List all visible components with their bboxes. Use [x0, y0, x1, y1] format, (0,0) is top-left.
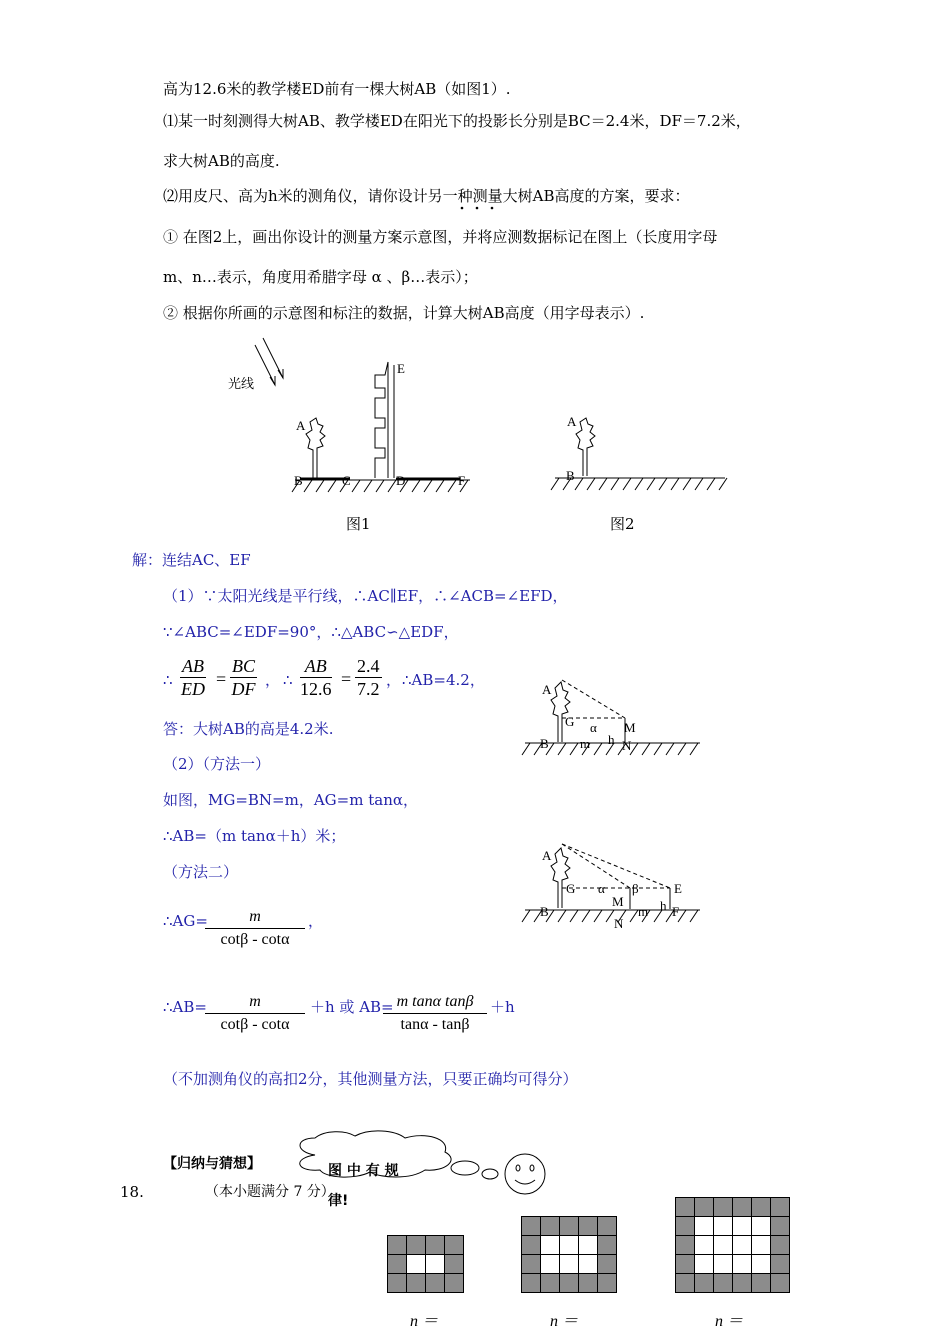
- part-2-heading: （2）（方法一）: [163, 755, 271, 773]
- border-tile: [579, 1274, 598, 1293]
- therefore-1: ∴: [163, 671, 173, 689]
- fraction-bc-df: $\frac{BC}{DF}$: [231, 656, 256, 699]
- fig4-M: M: [612, 894, 624, 909]
- fig4-B: B: [540, 904, 549, 919]
- tile-grid-2: [521, 1216, 619, 1290]
- border-tile: [598, 1255, 617, 1274]
- fig2-label-A: A: [567, 414, 577, 429]
- inner-tile: [695, 1255, 714, 1274]
- inner-tile: [541, 1255, 560, 1274]
- inner-tile: [714, 1217, 733, 1236]
- inner-tile: [695, 1217, 714, 1236]
- caption-fig2: 图2: [610, 515, 635, 533]
- border-tile: [579, 1217, 598, 1236]
- solution-intro: 解：连结AC、EF: [132, 551, 251, 569]
- border-tile: [695, 1274, 714, 1293]
- tile-grid-1: [387, 1235, 467, 1291]
- figure-1: [220, 330, 480, 510]
- border-tile: [714, 1198, 733, 1217]
- border-tile: [407, 1236, 426, 1255]
- problem-line-7: ② 根据你所画的示意图和标注的数据，计算大树AB高度（用字母表示）.: [163, 304, 645, 322]
- inner-tile: [541, 1236, 560, 1255]
- section-title: 【归纳与猜想】: [163, 1156, 261, 1172]
- ab-suffix: ＋h: [490, 998, 515, 1016]
- figure-3: [520, 670, 710, 760]
- inner-tile: [714, 1255, 733, 1274]
- border-tile: [388, 1236, 407, 1255]
- fraction-ab-2: $\frac{\text{m tanα tanβ}}{\tan\alpha - \tan\beta}$: [383, 991, 487, 1036]
- border-tile: [676, 1217, 695, 1236]
- border-tile: [426, 1274, 445, 1293]
- emphasis-dots: [458, 205, 498, 211]
- inner-tile: [695, 1236, 714, 1255]
- border-tile: [445, 1274, 464, 1293]
- fraction-ag: $\frac{m}{\cot\beta - \cot\alpha}$: [205, 906, 305, 951]
- border-tile: [388, 1255, 407, 1274]
- inner-tile: [752, 1217, 771, 1236]
- fig4-A: A: [542, 848, 552, 863]
- comma-2: ，: [386, 671, 402, 689]
- fig4-N: N: [614, 916, 624, 931]
- comma-1: ，: [265, 671, 281, 689]
- fig4-alpha: α: [598, 881, 605, 896]
- problem-line-5: ① 在图2上，画出你设计的测量方案示意图，并将应测数据标记在图上（长度用字母: [163, 228, 718, 246]
- border-tile: [598, 1236, 617, 1255]
- border-tile: [676, 1274, 695, 1293]
- fig3-B: B: [540, 736, 549, 751]
- cloud-text-2: 律!: [328, 1193, 349, 1209]
- thought-cloud: [285, 1130, 545, 1190]
- ab-mid: ＋h 或 AB=: [310, 998, 394, 1016]
- border-tile: [560, 1217, 579, 1236]
- inner-tile: [560, 1255, 579, 1274]
- inner-tile: [579, 1255, 598, 1274]
- border-tile: [522, 1236, 541, 1255]
- inner-tile: [752, 1236, 771, 1255]
- inner-tile: [714, 1236, 733, 1255]
- ag-suffix: ，: [308, 912, 324, 930]
- border-tile: [676, 1236, 695, 1255]
- problem-line-4: ⑵用皮尺、高为h米的测角仪，请你设计另一种测量大树AB高度的方案，要求：: [163, 187, 690, 205]
- smiley-icon: [505, 1154, 545, 1194]
- therefore-2: ∴: [283, 671, 293, 689]
- fig3-N: N: [622, 738, 632, 753]
- border-tile: [676, 1255, 695, 1274]
- fig4-beta: β: [632, 881, 639, 896]
- border-tile: [541, 1274, 560, 1293]
- fraction-24-72: $\frac{2.4}{7.2}$: [357, 656, 380, 699]
- method-1-line-b: ∴AB=（m tanα＋h）米；: [163, 827, 346, 845]
- fig3-m: m: [580, 736, 591, 751]
- inner-tile: [733, 1217, 752, 1236]
- fraction-ab-ed: $\frac{AB}{ED}$: [181, 656, 205, 699]
- equals-2: =: [341, 669, 352, 689]
- problem-line-2: ⑴某一时刻测得大树AB、教学楼ED在阳光下的投影长分别是BC＝2.4米，DF＝7.2米，: [163, 112, 751, 130]
- equals-1: =: [216, 669, 227, 689]
- border-tile: [426, 1236, 445, 1255]
- border-tile: [714, 1274, 733, 1293]
- question-score: （本小题满分 7 分）: [205, 1184, 335, 1200]
- border-tile: [598, 1217, 617, 1236]
- ab-result: ∴AB=4.2，: [402, 671, 485, 689]
- solution-step-2: ∵∠ABC=∠EDF=90°，∴△ABC∽△EDF，: [163, 623, 459, 641]
- fraction-ab-126: $\frac{AB}{12.6}$: [300, 656, 332, 699]
- method-1-line-a: 如图，MG=BN=m，AG=m tanα，: [163, 791, 418, 809]
- solution-step-1: （1）∵太阳光线是平行线，∴AC∥EF，∴∠ACB=∠EFD，: [163, 587, 568, 605]
- figure-4: [520, 836, 710, 931]
- ag-prefix: ∴AG=: [163, 912, 208, 930]
- label-E: E: [397, 361, 405, 376]
- border-tile: [388, 1274, 407, 1293]
- inner-tile: [426, 1255, 445, 1274]
- figure-2: [545, 400, 735, 500]
- border-tile: [676, 1198, 695, 1217]
- cloud-text-1: 图 中 有 规: [328, 1163, 399, 1179]
- fig4-h: h: [660, 898, 667, 913]
- label-F: F: [458, 473, 466, 488]
- border-tile: [771, 1217, 790, 1236]
- border-tile: [541, 1217, 560, 1236]
- border-tile: [407, 1274, 426, 1293]
- border-tile: [445, 1236, 464, 1255]
- inner-tile: [733, 1255, 752, 1274]
- border-tile: [771, 1274, 790, 1293]
- fig3-h: h: [608, 732, 615, 747]
- fig4-G: G: [566, 881, 576, 896]
- tree-4: [551, 848, 570, 908]
- fraction-ab-1: $\frac{m}{\cot\beta - \cot\alpha}$: [205, 991, 305, 1036]
- n-label-1: n ＝: [410, 1313, 439, 1330]
- tree-3: [551, 682, 570, 742]
- fig4-F: F: [672, 904, 680, 919]
- inner-tile: [579, 1236, 598, 1255]
- border-tile: [733, 1274, 752, 1293]
- tile-grid-3: [675, 1197, 792, 1290]
- border-tile: [733, 1198, 752, 1217]
- tree-1: [306, 418, 325, 478]
- fig3-A: A: [542, 682, 552, 697]
- light-label: 光线: [228, 376, 255, 391]
- problem-line-6: m、n…表示，角度用希腊字母 α 、β…表示）；: [163, 268, 478, 286]
- label-D: D: [396, 473, 406, 488]
- border-tile: [771, 1255, 790, 1274]
- problem-line-1: 高为12.6米的教学楼ED前有一棵大树AB（如图1）.: [163, 80, 511, 98]
- border-tile: [771, 1236, 790, 1255]
- border-tile: [752, 1274, 771, 1293]
- inner-tile: [560, 1236, 579, 1255]
- fig3-alpha: α: [590, 720, 597, 735]
- question-number: 18.: [120, 1183, 144, 1201]
- border-tile: [522, 1217, 541, 1236]
- light-rays: [255, 338, 283, 385]
- border-tile: [445, 1255, 464, 1274]
- border-tile: [522, 1255, 541, 1274]
- border-tile: [560, 1274, 579, 1293]
- n-label-2: n ＝: [550, 1313, 579, 1330]
- answer: 答：大树AB的高是4.2米.: [163, 720, 334, 738]
- problem-line-3: 求大树AB的高度.: [163, 152, 280, 170]
- fig4-m: m: [638, 904, 649, 919]
- fig4-E: E: [674, 881, 682, 896]
- fig3-M: M: [624, 720, 636, 735]
- building: [375, 362, 388, 478]
- inner-tile: [407, 1255, 426, 1274]
- caption-fig1: 图1: [346, 515, 371, 533]
- label-B: B: [294, 473, 303, 488]
- inner-tile: [752, 1255, 771, 1274]
- inner-tile: [733, 1236, 752, 1255]
- ab-prefix: ∴AB=: [163, 998, 207, 1016]
- border-tile: [752, 1198, 771, 1217]
- border-tile: [522, 1274, 541, 1293]
- border-tile: [695, 1198, 714, 1217]
- border-tile: [771, 1198, 790, 1217]
- scoring-note: （不加测角仪的高扣2分，其他测量方法，只要正确均可得分）: [163, 1070, 578, 1088]
- label-C: C: [342, 473, 351, 488]
- n-label-3: n ＝: [715, 1313, 744, 1330]
- fig3-G: G: [565, 714, 575, 729]
- method-2-heading: （方法二）: [163, 863, 239, 881]
- tree-2: [576, 418, 595, 476]
- fig2-label-B: B: [566, 468, 575, 483]
- border-tile: [598, 1274, 617, 1293]
- label-A: A: [296, 418, 306, 433]
